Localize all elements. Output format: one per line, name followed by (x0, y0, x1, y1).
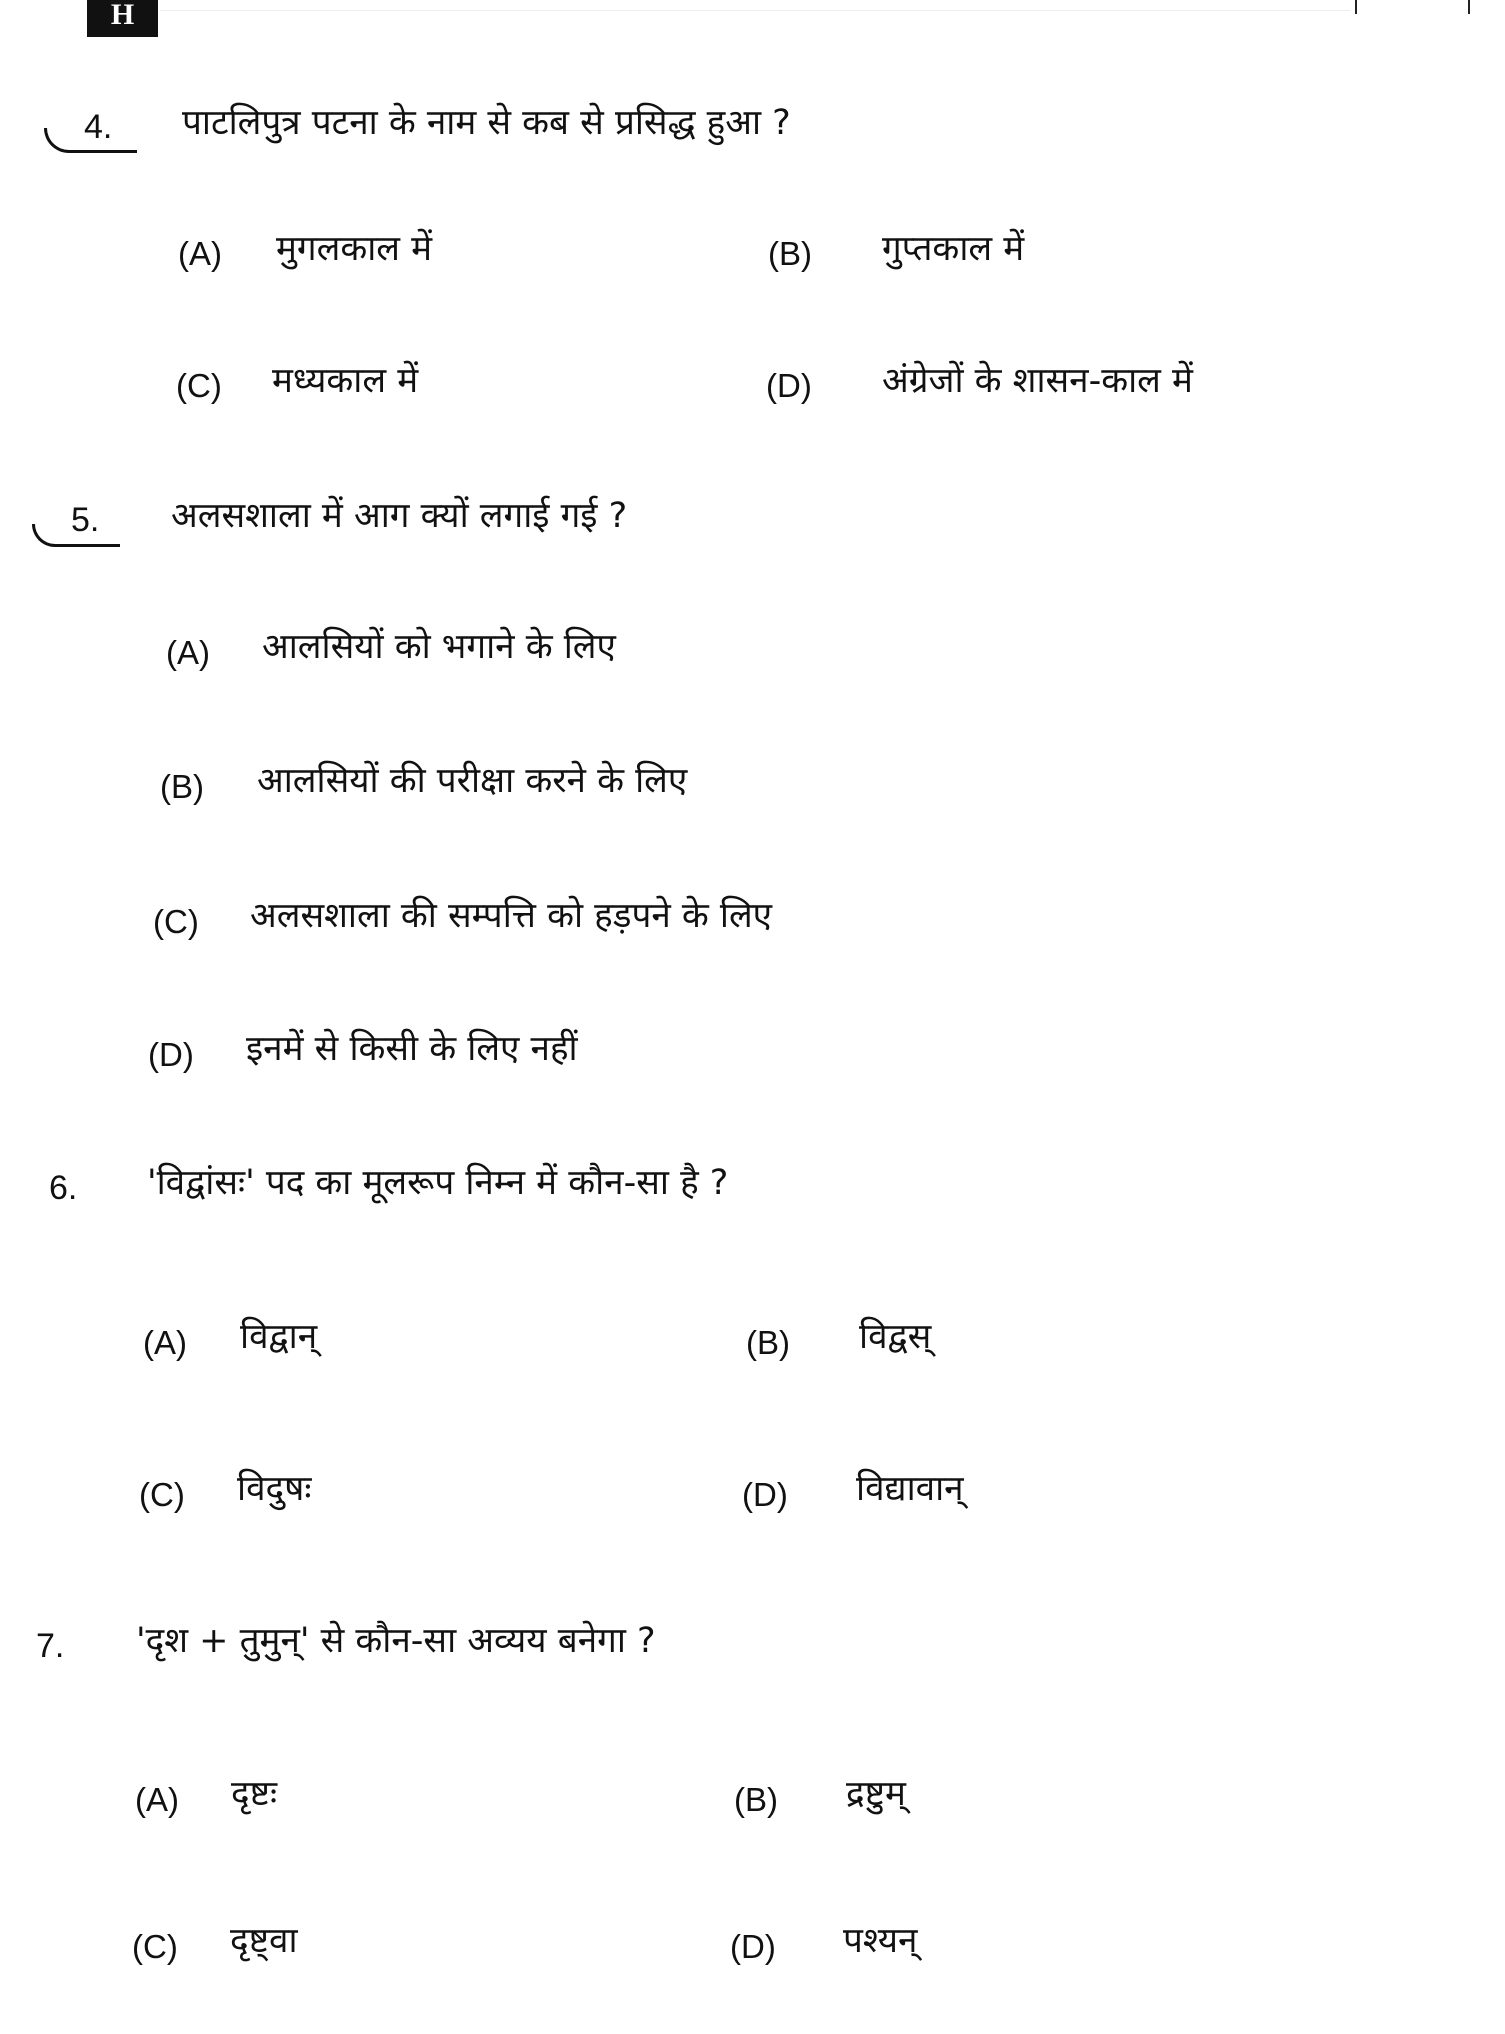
option-label[interactable]: (A) (135, 1781, 179, 1818)
question-number: 4. (84, 108, 113, 146)
option-label[interactable]: (D) (766, 367, 812, 404)
set-badge: H (87, 0, 158, 37)
option-label[interactable]: (A) (143, 1324, 187, 1361)
option-label-marked[interactable]: (C) (176, 367, 222, 404)
option-label[interactable]: (D) (742, 1476, 788, 1513)
option-text[interactable]: आलसियों की परीक्षा करने के लिए (257, 761, 688, 801)
option-text[interactable]: दृष्टः (231, 1774, 278, 1814)
option-text[interactable]: मध्यकाल में (272, 361, 419, 401)
option-label[interactable]: (A) (178, 235, 222, 272)
option-text[interactable]: द्रष्टुम् (846, 1774, 906, 1814)
option-text[interactable]: अंग्रेजों के शासन-काल में (882, 361, 1193, 401)
option-text[interactable]: पश्यन् (843, 1921, 918, 1961)
option-text[interactable]: विद्वस् (859, 1317, 932, 1357)
option-text[interactable]: इनमें से किसी के लिए नहीं (246, 1029, 578, 1069)
option-text[interactable]: आलसियों को भगाने के लिए (262, 627, 616, 667)
option-label[interactable]: (C) (132, 1928, 178, 1965)
question-text: 'दृश + तुमुन्' से कौन-सा अव्यय बनेगा ? (136, 1621, 656, 1661)
option-label[interactable]: (D) (730, 1928, 776, 1965)
question-text: 'विद्वांसः' पद का मूलरूप निम्न में कौन-सा है ? (147, 1163, 729, 1203)
option-text[interactable]: अलसशाला की सम्पत्ति को हड़पने के लिए (250, 896, 773, 936)
option-label[interactable]: (B) (746, 1324, 790, 1361)
option-text[interactable]: मुगलकाल में (276, 229, 433, 269)
question-number: 5. (71, 501, 100, 539)
option-label[interactable]: (C) (153, 903, 199, 940)
question-number: 7. (36, 1627, 65, 1665)
option-text[interactable]: विद्वान् (240, 1317, 318, 1357)
option-label[interactable]: (A) (166, 634, 210, 671)
option-text[interactable]: दृष्ट्वा (230, 1921, 298, 1961)
option-text[interactable]: विद्यावान् (856, 1469, 964, 1509)
option-label-marked[interactable]: (B) (160, 768, 204, 805)
option-label[interactable]: (C) (139, 1476, 185, 1513)
question-number: 6. (49, 1169, 78, 1207)
option-text[interactable]: विदुषः (237, 1469, 312, 1509)
header-rule (160, 10, 1350, 11)
option-label[interactable]: (D) (148, 1036, 194, 1073)
option-label[interactable]: (B) (768, 235, 812, 272)
option-label[interactable]: (B) (734, 1781, 778, 1818)
question-text: पाटलिपुत्र पटना के नाम से कब से प्रसिद्ध हुआ ? (182, 103, 791, 143)
option-text[interactable]: गुप्तकाल में (882, 229, 1025, 269)
question-text: अलसशाला में आग क्यों लगाई गई ? (171, 496, 628, 536)
page-code-box (1355, 0, 1470, 14)
